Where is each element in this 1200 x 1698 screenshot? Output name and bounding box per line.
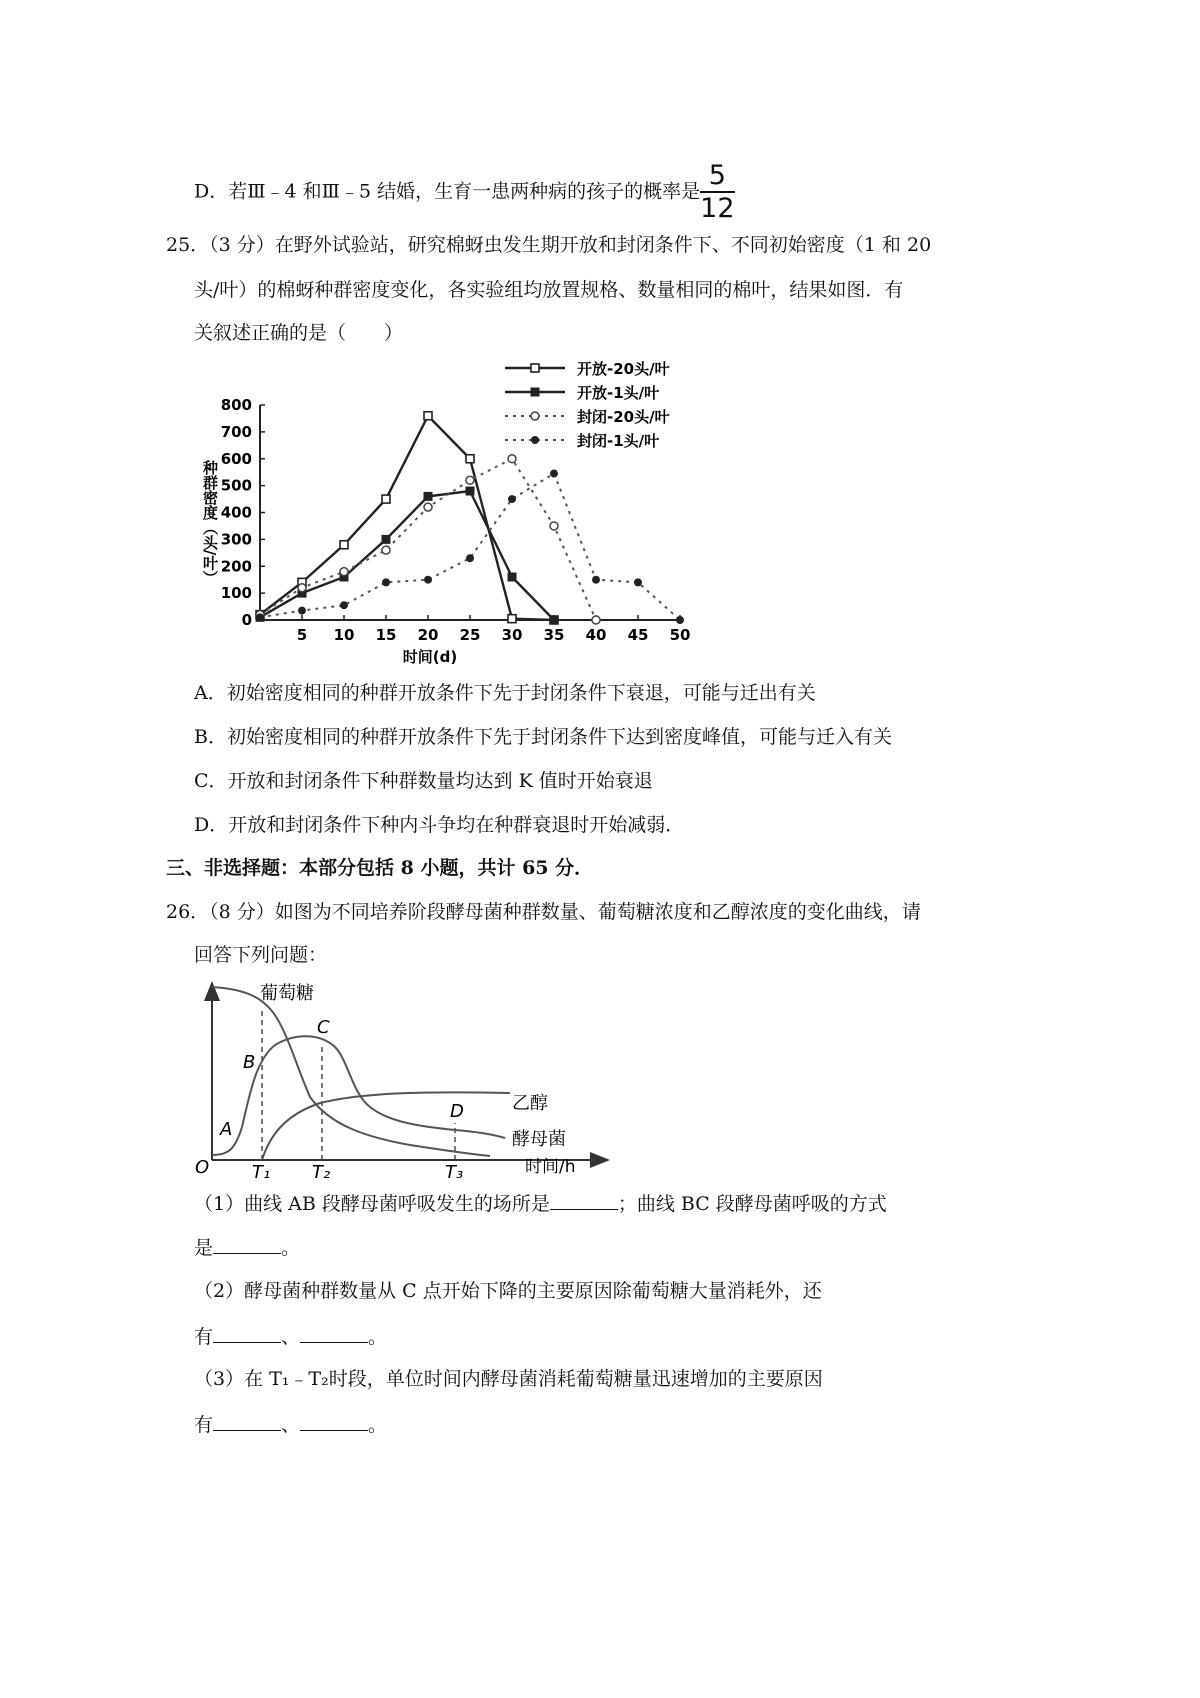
chart1-series-4-point [256,613,264,621]
chart1-series-1-point [340,541,348,549]
q26-p2-text-a: 有 [194,1326,214,1348]
q26-p3-end: 。 [368,1414,388,1436]
chart1-series-4-point [634,578,642,586]
q26-part1-line1 [194,1193,887,1214]
q26-p2-sep: 、 [281,1326,301,1348]
chart1-series-4-point [466,554,474,562]
t1-tick-label: T₁ [252,1162,271,1183]
chart1-y-tick-label: 200 [220,557,252,576]
q26-p1-text-c: 是 [194,1237,214,1259]
chart1-series-line-4 [260,474,680,620]
q26-part2-line1: （2）酵母菌种群数量从 C 点开始下降的主要原因除葡萄糖大量消耗外，还 [194,1280,822,1302]
chart1-series-3-point [424,503,432,511]
q24-option-d-text: D．若Ⅲ﹣4 和Ⅲ﹣5 结婚，生育一患两种病的孩子的概率是 [194,180,701,203]
q26-p2-blank-2 [300,1326,368,1343]
q26-p1-blank-2 [213,1237,281,1254]
chart1-series-1-point [382,495,390,503]
chart1-legend-marker-3 [531,412,539,420]
chart1-x-tick-label: 5 [296,626,308,644]
chart1-x-tick-label: 10 [333,626,355,644]
chart1-series-3-point [340,568,348,576]
q24-option-d [194,160,735,224]
q26-p3-text-a: 有 [194,1414,214,1436]
q26-p1-text-d: 。 [281,1237,301,1259]
chart1-series-3-point [550,522,558,530]
chart1-x-tick-label: 50 [669,626,691,644]
chart1-legend-marker-1 [531,364,539,372]
q26-part3-line2 [194,1414,387,1435]
q26-p1-blank-1 [550,1193,618,1210]
ethanol-label: 乙醇 [512,1093,548,1114]
t3-tick-label: T₃ [445,1162,464,1183]
chart1-series-line-2 [260,491,554,620]
chart1-series-3-point [298,584,306,592]
chart1-y-tick-label: 800 [220,396,252,414]
chart1-x-tick-label: 20 [417,626,439,644]
section-3-title: 三、非选择题：本部分包括 8 小题，共计 65 分． [166,857,594,879]
q26-p3-sep: 、 [281,1414,301,1436]
chart1-x-tick-label: 45 [627,626,649,644]
chart1-series-line-3 [260,459,596,620]
chart1-series-4-point [592,576,600,584]
chart1-legend-label-3: 封闭-20头/叶 [577,408,670,426]
chart1-legend-marker-4 [531,436,539,444]
chart1-y-tick-label: 700 [220,422,252,441]
point-d-label: D [450,1101,464,1122]
chart1-y-tick-label: 300 [220,530,252,549]
chart1-y-tick-label: 500 [220,476,252,495]
chart1-legend-label-4: 封闭-1头/叶 [577,432,660,450]
q26-p1-text-b: ；曲线 BC 段酵母菌呼吸的方式 [617,1193,887,1215]
q25-option-a: A．初始密度相同的种群开放条件下先于封闭条件下衰退，可能与迁出有关 [194,682,816,704]
point-a-label: A [220,1119,233,1140]
q25-option-b: B．初始密度相同的种群开放条件下先于封闭条件下达到密度峰值，可能与迁入有关 [194,726,892,748]
q25-option-c: C．开放和封闭条件下种群数量均达到 K 值时开始衰退 [194,770,653,792]
q26-part1-line2 [194,1237,300,1258]
origin-label: O [195,1157,210,1178]
q26-p2-blank-1 [213,1326,281,1343]
t2-tick-label: T₂ [312,1162,331,1183]
q26-part3-line1: （3）在 T₁﹣T₂时段，单位时间内酵母菌消耗葡萄糖量迅速增加的主要原因 [194,1368,823,1390]
q26-stem-line-1: 26．（8 分）如图为不同培养阶段酵母菌种群数量、葡萄糖浓度和乙醇浓度的变化曲线，请 [166,901,921,923]
chart1-series-2-point [382,535,390,543]
fraction-numerator: 5 [708,160,726,191]
chart1-legend-label-2: 开放-1头/叶 [577,384,660,402]
chart1-series-3-point [382,546,390,554]
chart1-x-tick-label: 40 [585,626,607,644]
population-density-chart [190,350,720,680]
yeast-label: 酵母菌 [512,1129,566,1150]
chart1-x-axis-label: 时间(d) [402,648,458,666]
q26-p3-blank-2 [300,1414,368,1431]
ethanol-curve [262,1092,510,1160]
chart1-series-4-point [382,578,390,586]
chart1-legend-label-1: 开放-20头/叶 [577,360,670,378]
chart1-x-tick-label: 15 [375,626,397,644]
chart1-series-4-point [550,470,558,478]
q25-stem-line-2: 头/叶）的棉蚜种群密度变化，各实验组均放置规格、数量相同的棉叶，结果如图．有 [194,279,904,301]
q26-p2-end: 。 [368,1326,388,1348]
point-b-label: B [243,1052,256,1073]
q25-stem-line-1: 25．（3 分）在野外试验站，研究棉蚜虫发生期开放和封闭条件下、不同初始密度（1 和 20 [166,234,932,256]
chart1-legend-marker-2 [531,388,539,396]
point-c-label: C [317,1017,330,1038]
chart1-series-1-point [508,615,516,623]
chart1-series-3-point [508,455,516,463]
chart1-series-2-point [508,573,516,581]
chart1-legend [505,360,671,450]
chart1-y-tick-label: 600 [220,449,252,468]
chart1-series-2-point [550,616,558,624]
yeast-culture-chart [190,975,620,1185]
chart1-y-tick-label: 0 [241,611,252,629]
q24-fraction [700,160,734,224]
chart1-x-tick-label: 30 [501,626,523,644]
fraction-denominator: 12 [700,193,735,225]
chart1-series-2-point [466,487,474,495]
chart1-y-axis-label: 种群密度（头/叶） [201,459,219,586]
chart1-series-4-point [340,601,348,609]
q26-stem-line-2: 回答下列问题： [194,944,328,966]
chart1-series-1-point [424,412,432,420]
chart1-series-1-point [466,455,474,463]
chart1-series-4-point [676,616,684,624]
chart2-x-axis-label: 时间/h [525,1157,576,1177]
q26-p3-blank-1 [213,1414,281,1431]
q26-p1-text-a: （1）曲线 AB 段酵母菌呼吸发生的场所是 [194,1193,550,1215]
chart1-series-4-point [424,576,432,584]
chart1-y-tick-label: 100 [220,584,252,603]
chart1-series-3-point [592,616,600,624]
chart1-y-tick-label: 400 [220,503,252,522]
chart1-series-3-point [466,476,474,484]
chart1-series-4-point [298,607,306,615]
chart1-series-4-point [508,495,516,503]
chart1-x-tick-label: 25 [459,626,481,644]
chart1-x-tick-label: 35 [543,626,565,644]
chart1-series-2-point [424,492,432,500]
q25-stem-line-3: 关叙述正确的是（ ） [194,322,404,344]
q25-option-d: D．开放和封闭条件下种内斗争均在种群衰退时开始减弱． [194,814,685,836]
glucose-label: 葡萄糖 [260,983,314,1004]
q26-part2-line2 [194,1326,387,1347]
